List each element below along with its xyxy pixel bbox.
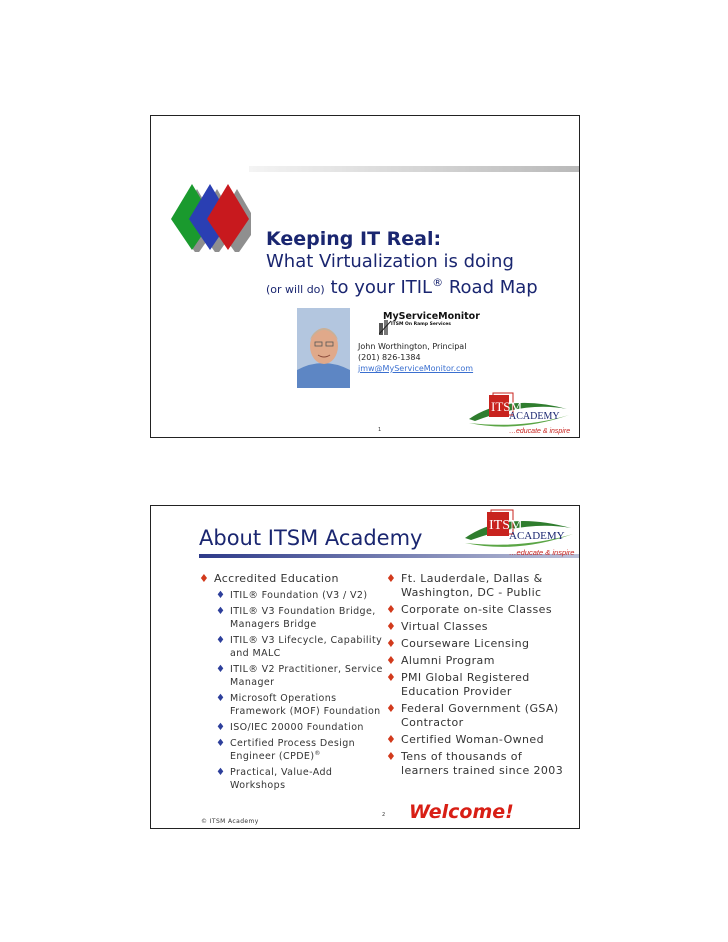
myservicemonitor-tagline: ITSM On Ramp Services [391, 322, 451, 327]
academy-logo-tagline: …educate & inspire [509, 428, 571, 435]
list-item: ♦ Corporate on-site Classes [386, 603, 574, 617]
list-item: ♦ ITIL® V3 Lifecycle, Capability and MALC [199, 634, 384, 660]
right-bullet-list [386, 572, 574, 778]
list-item: ♦ Alumni Program [386, 654, 574, 668]
diamond-logo-icon [163, 182, 251, 252]
subtitle-end-text: Road Map [448, 277, 538, 298]
slide-subtitle-line-1: What Virtualization is doing [266, 251, 514, 272]
list-item: ♦ ITIL® Foundation (V3 / V2) [199, 589, 384, 602]
list-item: ♦ Virtual Classes [386, 620, 574, 634]
academy-logo-line1: ITSM [491, 399, 523, 414]
slide-title-bar [249, 166, 579, 172]
itsm-academy-logo-icon [467, 389, 571, 435]
list-item: ♦ Microsoft Operations Framework (MOF) Foundation [199, 692, 384, 718]
contact-phone: (201) 826-1384 [358, 353, 421, 362]
subtitle-small-text: (or will do) [266, 283, 325, 296]
academy-logo-line2: ACADEMY [509, 411, 560, 422]
registered-mark: ® [432, 276, 444, 289]
list-item: ♦ PMI Global Registered Education Provider [386, 671, 574, 699]
academy-logo-tagline: …educate & inspire [509, 548, 575, 557]
slide-title: Keeping IT Real: [266, 228, 442, 250]
welcome-text: Welcome! [409, 801, 514, 823]
academy-logo-line1: ITSM [489, 518, 523, 533]
list-item: ♦ Accredited Education [199, 572, 384, 586]
footer-copyright: © ITSM Academy [201, 818, 259, 825]
list-item: ♦ Federal Government (GSA) Contractor [386, 702, 574, 730]
contact-name: John Worthington, Principal [358, 342, 467, 351]
contact-email-link[interactable]: jmw@MyServiceMonitor.com [358, 364, 474, 373]
slide-1 [150, 115, 580, 438]
subtitle-text: to your ITIL [330, 277, 433, 298]
slide-2 [150, 505, 580, 829]
slide-title: About ITSM Academy [199, 526, 423, 550]
itsm-academy-logo-icon [463, 506, 575, 558]
list-item: ♦ Practical, Value-Add Workshops [199, 766, 384, 792]
presenter-photo [297, 308, 350, 388]
list-item: ♦ Certified Process Design Engineer (CPDE)® [199, 737, 384, 763]
page-number: 2 [382, 812, 386, 818]
list-item: ♦ ITIL® V3 Foundation Bridge, Managers Bridge [199, 605, 384, 631]
list-item: ♦ ITIL® V2 Practitioner, Service Manager [199, 663, 384, 689]
list-item: ♦ ISO/IEC 20000 Foundation [199, 721, 384, 734]
list-item: ♦ Ft. Lauderdale, Dallas & Washington, DC - Public [386, 572, 574, 600]
page-number: 1 [378, 427, 382, 433]
academy-logo-line2: ACADEMY [509, 530, 565, 542]
list-item: ♦ Certified Woman-Owned [386, 733, 574, 747]
left-bullet-list [199, 572, 384, 792]
list-item: ♦ Courseware Licensing [386, 637, 574, 651]
list-item: ♦ Tens of thousands of learners trained since 2003 [386, 750, 574, 778]
myservicemonitor-name: MyServiceMonitor [383, 311, 480, 322]
slide-subtitle-line-2 [266, 276, 538, 298]
